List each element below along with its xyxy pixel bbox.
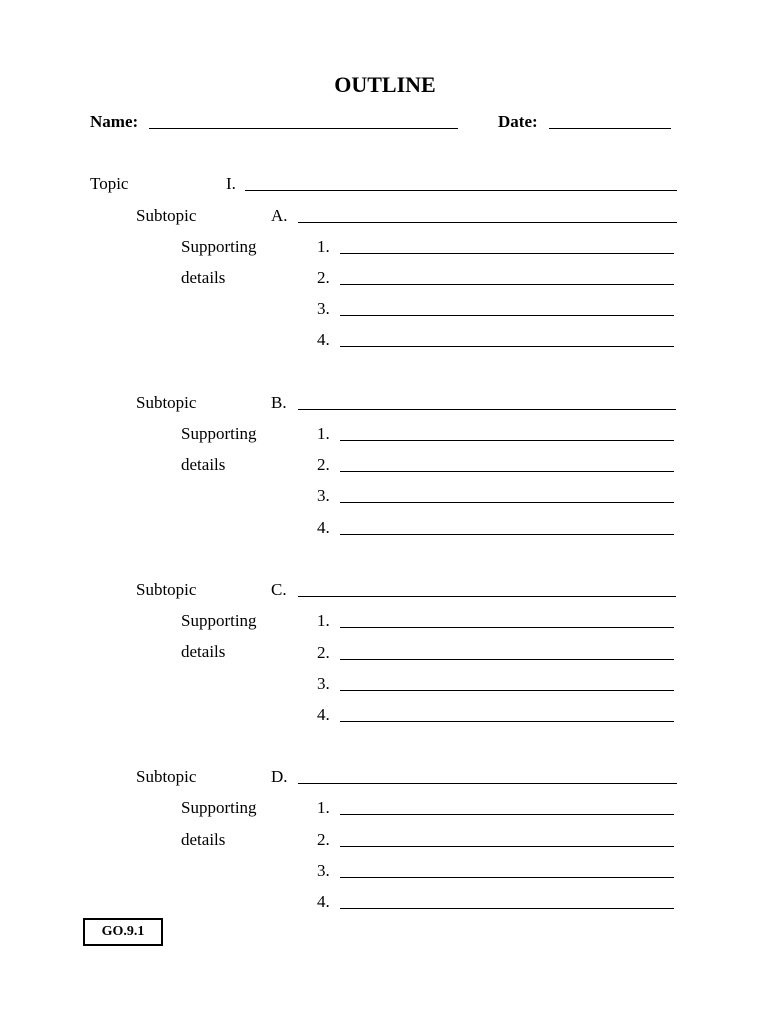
subtopic-letter: A. xyxy=(271,206,288,225)
detail-number: 4. xyxy=(317,330,330,349)
detail-number: 2. xyxy=(317,830,330,849)
detail-number: 4. xyxy=(317,705,330,724)
subtopic-line[interactable] xyxy=(298,596,676,597)
supporting-label: Supporting xyxy=(181,611,257,630)
detail-line[interactable] xyxy=(340,877,674,878)
detail-line[interactable] xyxy=(340,253,674,254)
date-label: Date: xyxy=(498,112,538,131)
topic-numeral: I. xyxy=(226,174,236,193)
detail-line[interactable] xyxy=(340,471,674,472)
details-label: details xyxy=(181,830,226,849)
subtopic-letter: D. xyxy=(271,767,288,786)
detail-number: 4. xyxy=(317,518,330,537)
name-label: Name: xyxy=(90,112,139,131)
subtopic-label: Subtopic xyxy=(136,206,197,225)
supporting-label: Supporting xyxy=(181,237,257,256)
detail-number: 3. xyxy=(317,674,330,693)
detail-line[interactable] xyxy=(340,814,674,815)
subtopic-label: Subtopic xyxy=(136,767,197,786)
detail-line[interactable] xyxy=(340,440,674,441)
detail-number: 1. xyxy=(317,611,330,630)
detail-line[interactable] xyxy=(340,659,674,660)
detail-number: 1. xyxy=(317,237,330,256)
details-label: details xyxy=(181,642,226,661)
subtopic-label: Subtopic xyxy=(136,580,197,599)
worksheet-code-badge: GO.9.1 xyxy=(83,918,163,946)
subtopic-line[interactable] xyxy=(298,409,676,410)
supporting-label: Supporting xyxy=(181,424,257,443)
detail-line[interactable] xyxy=(340,627,674,628)
detail-number: 3. xyxy=(317,299,330,318)
detail-line[interactable] xyxy=(340,690,674,691)
detail-line[interactable] xyxy=(340,846,674,847)
subtopic-line[interactable] xyxy=(298,783,677,784)
topic-label: Topic xyxy=(90,174,129,193)
detail-number: 3. xyxy=(317,861,330,880)
page-title: OUTLINE xyxy=(334,72,436,97)
detail-line[interactable] xyxy=(340,502,674,503)
detail-number: 2. xyxy=(317,643,330,662)
detail-number: 2. xyxy=(317,455,330,474)
supporting-label: Supporting xyxy=(181,798,257,817)
date-field-line[interactable] xyxy=(549,128,671,129)
detail-line[interactable] xyxy=(340,908,674,909)
detail-number: 1. xyxy=(317,424,330,443)
detail-number: 4. xyxy=(317,892,330,911)
detail-line[interactable] xyxy=(340,721,674,722)
detail-number: 3. xyxy=(317,486,330,505)
subtopic-label: Subtopic xyxy=(136,393,197,412)
name-field-line[interactable] xyxy=(149,128,458,129)
detail-line[interactable] xyxy=(340,315,674,316)
detail-number: 2. xyxy=(317,268,330,287)
subtopic-letter: C. xyxy=(271,580,287,599)
topic-line[interactable] xyxy=(245,190,677,191)
subtopic-letter: B. xyxy=(271,393,287,412)
details-label: details xyxy=(181,268,226,287)
detail-line[interactable] xyxy=(340,534,674,535)
detail-number: 1. xyxy=(317,798,330,817)
details-label: details xyxy=(181,455,226,474)
detail-line[interactable] xyxy=(340,346,674,347)
detail-line[interactable] xyxy=(340,284,674,285)
subtopic-line[interactable] xyxy=(298,222,677,223)
